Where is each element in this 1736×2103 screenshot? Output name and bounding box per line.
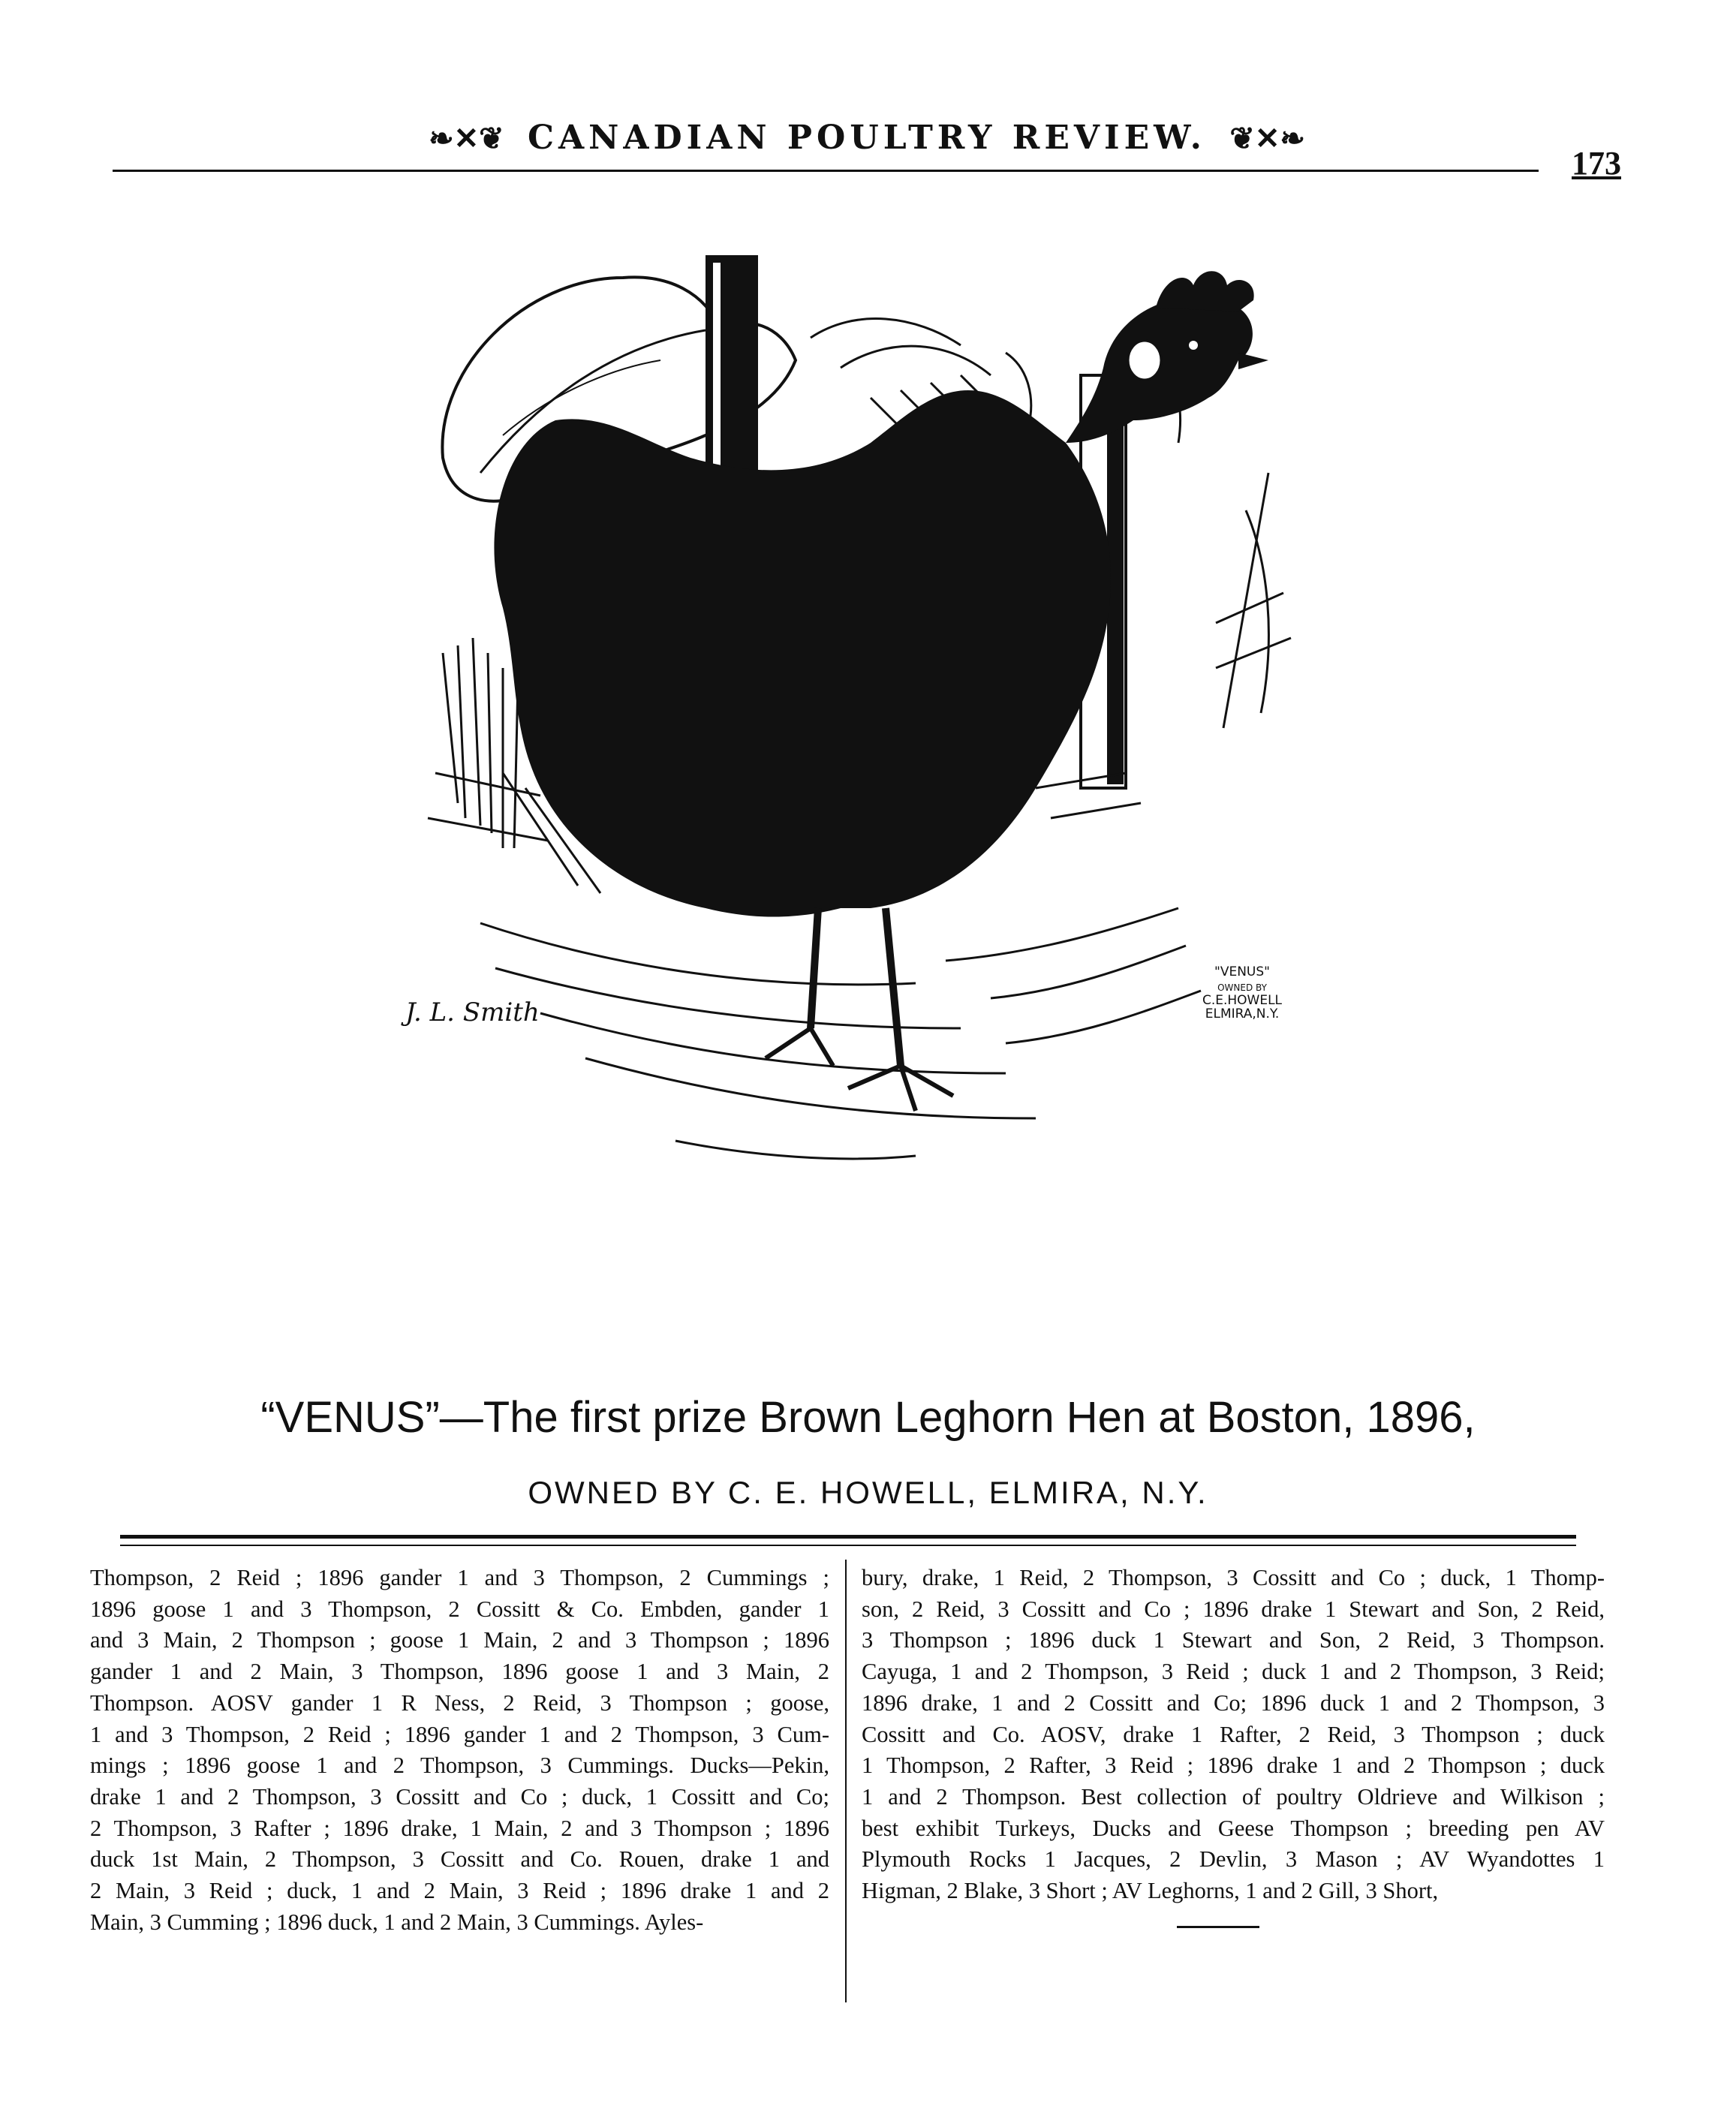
article-line: Higman, 2 Blake, 3 Short ; AV Leghorns, 1 and 2 Gill, 3 Short, — [862, 1878, 1439, 1904]
article-line: Cossitt and Co. AOSV, drake 1 Rafter, 2 Reid, 3 Thompson ; duck — [862, 1721, 1605, 1747]
article-line: 2 Main, 3 Reid ; duck, 1 and 2 Main, 3 Reid ; 1896 drake 1 and 2 — [90, 1878, 829, 1904]
article-line: Thompson. AOSV gander 1 R Ness, 2 Reid, 3 Thompson ; goose, — [90, 1689, 829, 1716]
end-of-article-dash — [1177, 1926, 1259, 1928]
publication-title: CANADIAN POULTRY REVIEW. — [528, 119, 1206, 157]
hen-earlobe — [1128, 341, 1161, 380]
owner-line: OWNED BY C. E. HOWELL, ELMIRA, N.Y. — [528, 1475, 1208, 1510]
article-line: Thompson, 2 Reid ; 1896 gander 1 and 3 Thompson, 2 Cummings ; — [90, 1565, 829, 1590]
article-line: drake 1 and 2 Thompson, 3 Cossitt and Co ; duck, 1 Cossitt and Co; — [90, 1783, 829, 1810]
masthead-title — [113, 119, 1621, 157]
masthead — [113, 105, 1621, 180]
header-rule — [113, 170, 1539, 172]
hen-body — [494, 295, 1253, 916]
article-line: and 3 Main, 2 Thompson ; goose 1 Main, 2 and 3 Thompson ; 1896 — [90, 1627, 829, 1653]
left-ornament-icon: ❧✕❦ — [429, 121, 504, 156]
illustration-caption: “VENUS”—The first prize Brown Leghorn Hen at Boston, 1896, — [260, 1393, 1476, 1442]
hen-legs — [811, 908, 901, 1066]
page-number: 173 — [1572, 145, 1621, 182]
article-line: 2 Thompson, 3 Rafter ; 1896 drake, 1 Main, 2 and 3 Thompson ; 1896 — [90, 1815, 829, 1841]
section-rule-thin — [120, 1545, 1576, 1546]
article-line: Cayuga, 1 and 2 Thompson, 3 Reid ; duck 1 and 2 Thompson, 3 Reid; — [862, 1659, 1605, 1685]
article-right-column — [862, 1563, 1605, 1907]
article-line: 1896 drake, 1 and 2 Cossitt and Co; 1896 duck 1 and 2 Thompson, 3 — [862, 1689, 1605, 1716]
article-line: 1 Thompson, 2 Rafter, 3 Reid ; 1896 drake 1 and 2 Thompson ; duck — [862, 1752, 1605, 1779]
section-rule-thick — [120, 1535, 1576, 1539]
inset-label-line4: ELMIRA,N.Y. — [1205, 1006, 1280, 1021]
article-line: son, 2 Reid, 3 Cossitt and Co ; 1896 drake 1 Stewart and Son, 2 Reid, — [862, 1596, 1605, 1622]
article-line: 1 and 2 Thompson. Best collection of poultry Oldrieve and Wilkison ; — [862, 1783, 1605, 1810]
inset-label — [1202, 964, 1283, 1021]
article-line: mings ; 1896 goose 1 and 2 Thompson, 3 Cummings. Ducks—Pekin, — [90, 1752, 829, 1779]
article-line: 3 Thompson ; 1896 duck 1 Stewart and Son, 2 Reid, 3 Thompson. — [862, 1627, 1605, 1653]
inset-label-line3: C.E.HOWELL — [1202, 993, 1283, 1008]
article-line: Main, 3 Cumming ; 1896 duck, 1 and 2 Main, 3 Cummings. Ayles- — [90, 1909, 704, 1935]
column-divider — [845, 1560, 847, 2002]
article-line: best exhibit Turkeys, Ducks and Geese Thompson ; breeding pen AV — [862, 1815, 1605, 1841]
article-line: Plymouth Rocks 1 Jacques, 2 Devlin, 3 Mason ; AV Wyandottes 1 — [862, 1846, 1605, 1873]
hen-comb — [1156, 271, 1254, 311]
hen-illustration — [390, 248, 1366, 1404]
right-ornament-icon: ❦✕❧ — [1229, 121, 1305, 156]
inset-label-line2: OWNED BY — [1217, 982, 1267, 993]
hen-engraving — [390, 248, 1366, 1404]
article-line: 1896 goose 1 and 3 Thompson, 2 Cossitt & Co. Embden, gander 1 — [90, 1596, 829, 1622]
article-line: 1 and 3 Thompson, 2 Reid ; 1896 gander 1 and 2 Thompson, 3 Cum- — [90, 1721, 829, 1747]
article-line: gander 1 and 2 Main, 3 Thompson, 1896 goose 1 and 3 Main, 2 — [90, 1659, 829, 1685]
article-left-column — [90, 1563, 829, 1938]
article-line: duck 1st Main, 2 Thompson, 3 Cossitt and Co. Rouen, drake 1 and — [90, 1846, 829, 1873]
artist-signature: J. L. Smith — [405, 997, 540, 1027]
article-line: bury, drake, 1 Reid, 2 Thompson, 3 Cossitt and Co ; duck, 1 Thomp- — [862, 1565, 1605, 1590]
hen-eye — [1189, 341, 1198, 350]
inset-label-line1: "VENUS" — [1214, 964, 1270, 979]
hen-beak — [1238, 353, 1268, 369]
